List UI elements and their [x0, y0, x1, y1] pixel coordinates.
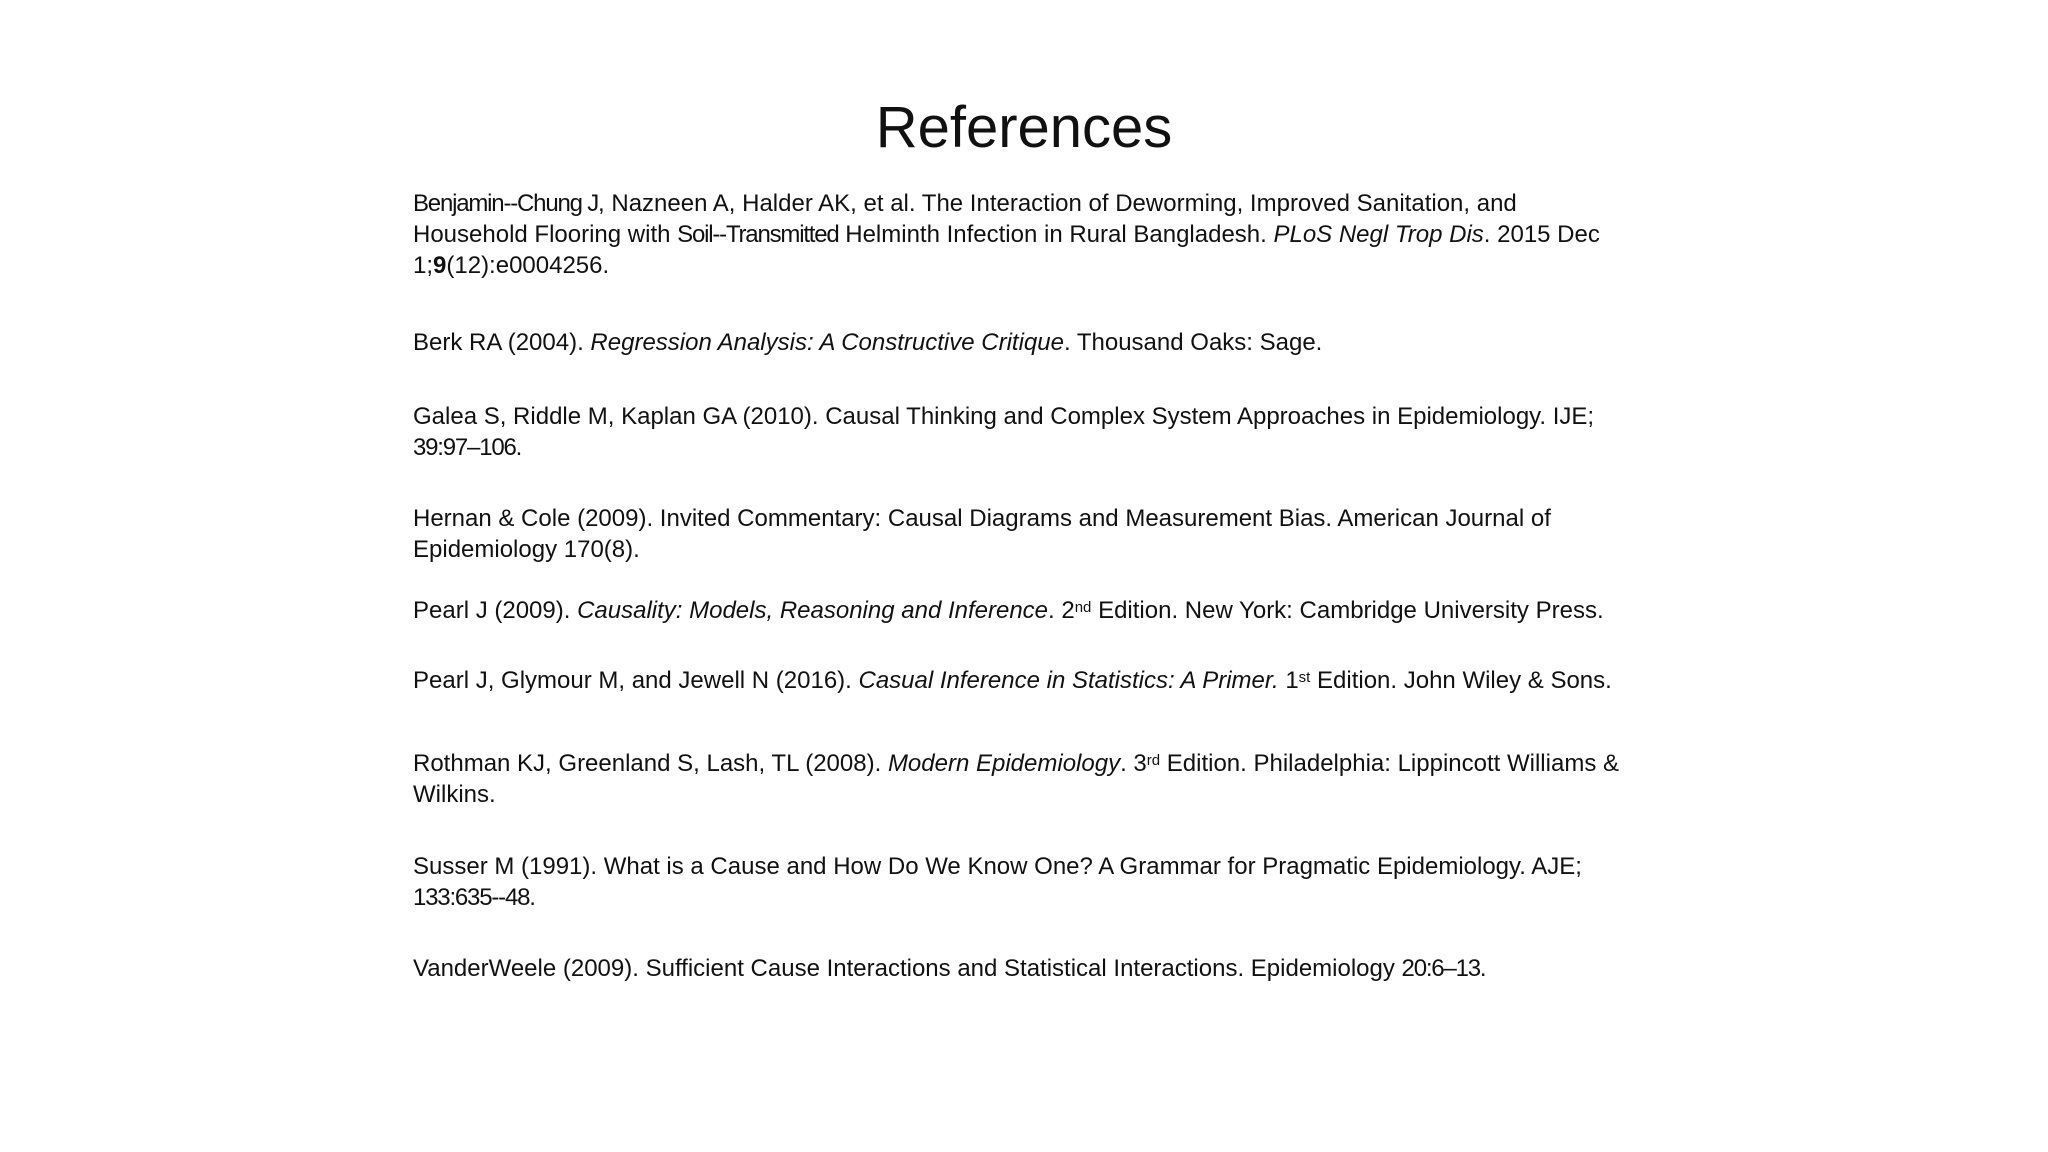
reference-item: [413, 595, 1638, 626]
reference-text-run: Regression Analysis: A Constructive Critique: [590, 329, 1064, 356]
reference-text-run: Rothman KJ, Greenland S, Lash, TL (2008).: [413, 750, 888, 777]
reference-item: [413, 953, 1638, 984]
reference-text-run: Berk RA (2004).: [413, 329, 591, 356]
reference-item: [413, 401, 1638, 463]
reference-text-run: 20:6–13.: [1401, 955, 1486, 982]
reference-item: [413, 188, 1638, 281]
reference-text-run: 1: [1278, 667, 1299, 694]
reference-item: [413, 851, 1638, 913]
reference-text-run: Galea S, Riddle M, Kaplan GA (2010). Causal Thinking and Complex System Approaches in Epidemiology. IJE;: [413, 403, 1595, 430]
reference-text-run: 9: [433, 252, 447, 279]
reference-text-run: rd: [1146, 752, 1161, 769]
reference-text-run: nd: [1074, 599, 1092, 616]
reference-text-run: Causality: Models, Reasoning and Inference: [577, 597, 1049, 624]
reference-text-run: . 3: [1120, 750, 1147, 777]
reference-text-run: Casual Inference in Statistics: A Primer.: [858, 667, 1279, 694]
reference-text-run: VanderWeele (2009). Sufficient Cause Interactions and Statistical Interactions. Epidemiology: [413, 955, 1402, 982]
reference-text-run: PLoS Negl Trop Dis: [1273, 221, 1484, 248]
reference-text-run: Hernan & Cole (2009). Invited Commentary: Causal Diagrams and Measurement Bias. American Journal of Epidemiology 170(8).: [413, 505, 1551, 563]
reference-text-run: 39:97–106.: [413, 434, 522, 461]
reference-text-run: Benjamin--Chung J: [413, 190, 599, 217]
reference-text-run: Modern Epidemiology: [887, 750, 1121, 777]
reference-text-run: Pearl J (2009).: [413, 597, 578, 624]
reference-text-run: 133:635--48.: [413, 884, 535, 911]
reference-text-run: Edition. John Wiley & Sons.: [1310, 667, 1612, 694]
reference-text-run: Pearl J, Glymour M, and Jewell N (2016).: [413, 667, 859, 694]
reference-item: [413, 503, 1638, 565]
reference-text-run: Susser M (1991). What is a Cause and How Do We Know One? A Grammar for Pragmatic Epidemiology. AJE;: [413, 853, 1582, 880]
reference-text-run: , Nazneen A, Halder AK, et al. The Interaction of Deworming, Improved Sanitation, and Household Flooring with: [413, 190, 1517, 248]
reference-item: [413, 748, 1638, 810]
reference-text-run: Helminth Infection in Rural Bangladesh.: [838, 221, 1274, 248]
reference-text-run: Soil--Transmitted: [677, 221, 839, 248]
reference-item: [413, 665, 1638, 696]
reference-text-run: . Thousand Oaks: Sage.: [1063, 329, 1323, 356]
reference-text-run: . 2015 Dec 1;: [413, 221, 1600, 279]
reference-text-run: Edition. New York: Cambridge University Press.: [1091, 597, 1604, 624]
reference-text-run: Edition. Philadelphia: Lippincott Williams & Wilkins.: [413, 750, 1619, 808]
reference-text-run: st: [1298, 669, 1311, 686]
reference-text-run: . 2: [1048, 597, 1075, 624]
page-title: References: [875, 95, 1173, 160]
reference-text-run: (12):e0004256.: [446, 252, 610, 279]
reference-item: [413, 327, 1638, 358]
